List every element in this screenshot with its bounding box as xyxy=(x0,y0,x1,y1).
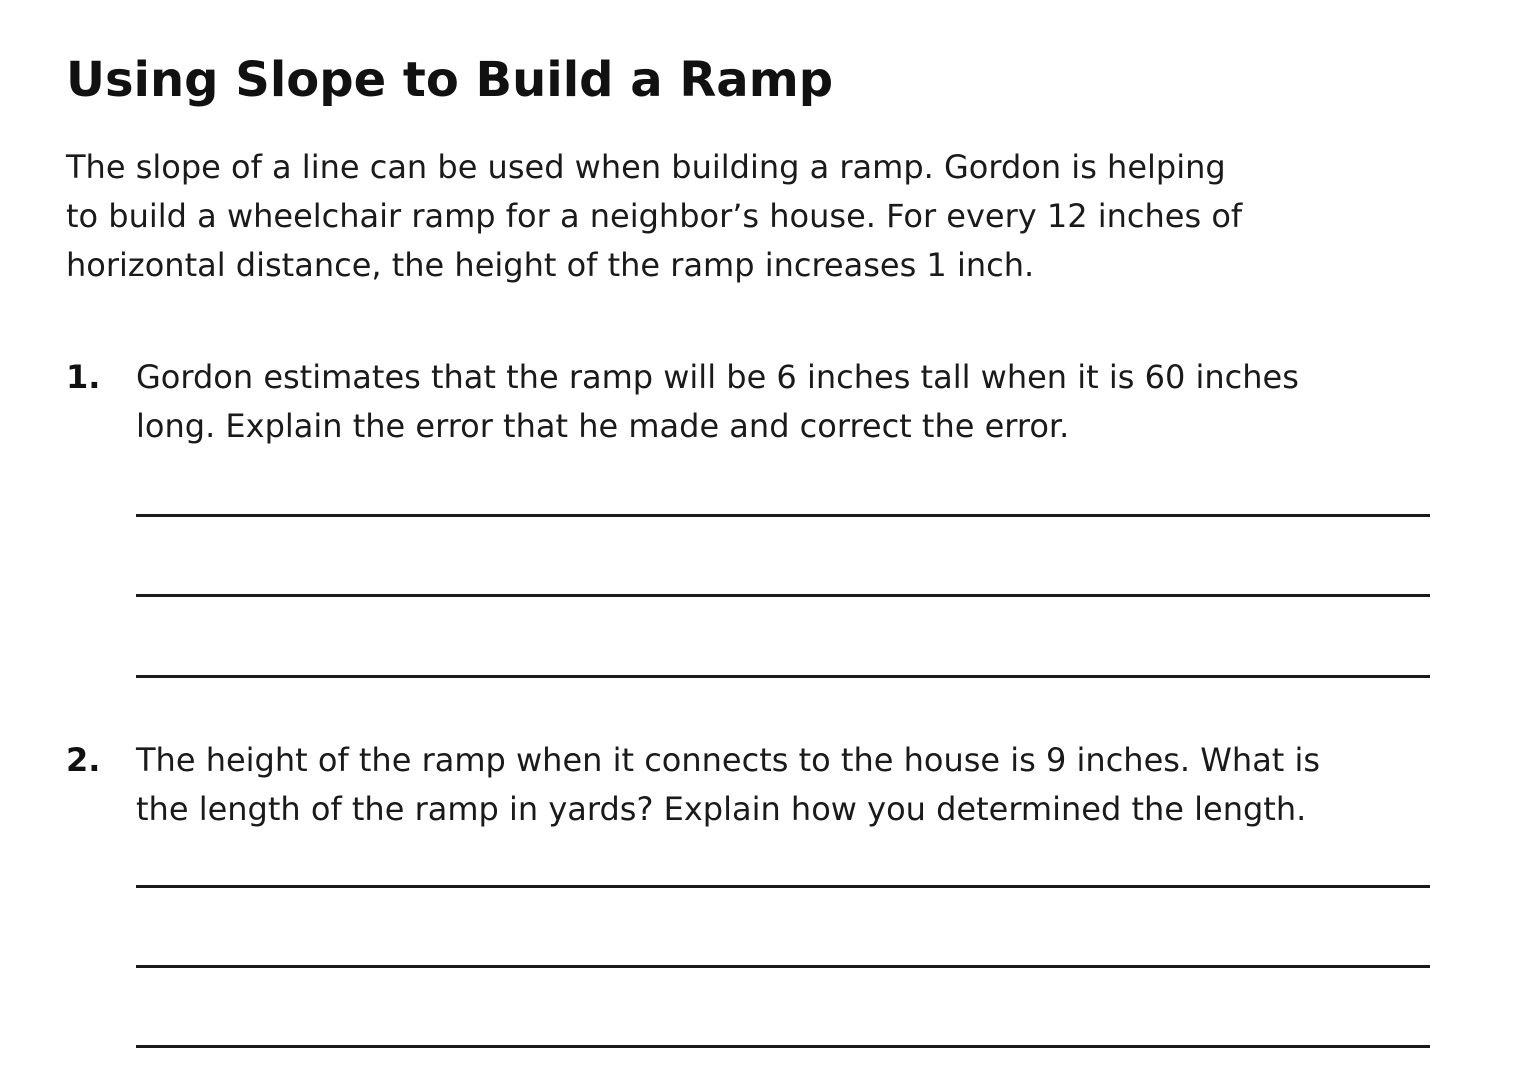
intro-paragraph xyxy=(66,143,1366,290)
intro-line: The slope of a line can be used when building a ramp. Gordon is helping xyxy=(66,148,1226,186)
question-line: The height of the ramp when it connects to the house is 9 inches. What is xyxy=(136,741,1321,779)
answer-line[interactable] xyxy=(136,594,1430,597)
intro-line: horizontal distance, the height of the ramp increases 1 inch. xyxy=(66,246,1035,284)
intro-line: to build a wheelchair ramp for a neighbor’s house. For every 12 inches of xyxy=(66,197,1243,235)
question-number: 1. xyxy=(66,358,101,396)
question-text xyxy=(136,736,1436,834)
page-title: Using Slope to Build a Ramp xyxy=(66,52,834,108)
question-number: 2. xyxy=(66,741,101,779)
answer-line[interactable] xyxy=(136,965,1430,968)
question-line: the length of the ramp in yards? Explain how you determined the length. xyxy=(136,790,1307,828)
answer-line[interactable] xyxy=(136,885,1430,888)
answer-line[interactable] xyxy=(136,514,1430,517)
answer-line[interactable] xyxy=(136,675,1430,678)
question-line: long. Explain the error that he made and correct the error. xyxy=(136,407,1070,445)
answer-line[interactable] xyxy=(136,1045,1430,1048)
question-line: Gordon estimates that the ramp will be 6 inches tall when it is 60 inches xyxy=(136,358,1299,396)
question-text xyxy=(136,353,1436,451)
